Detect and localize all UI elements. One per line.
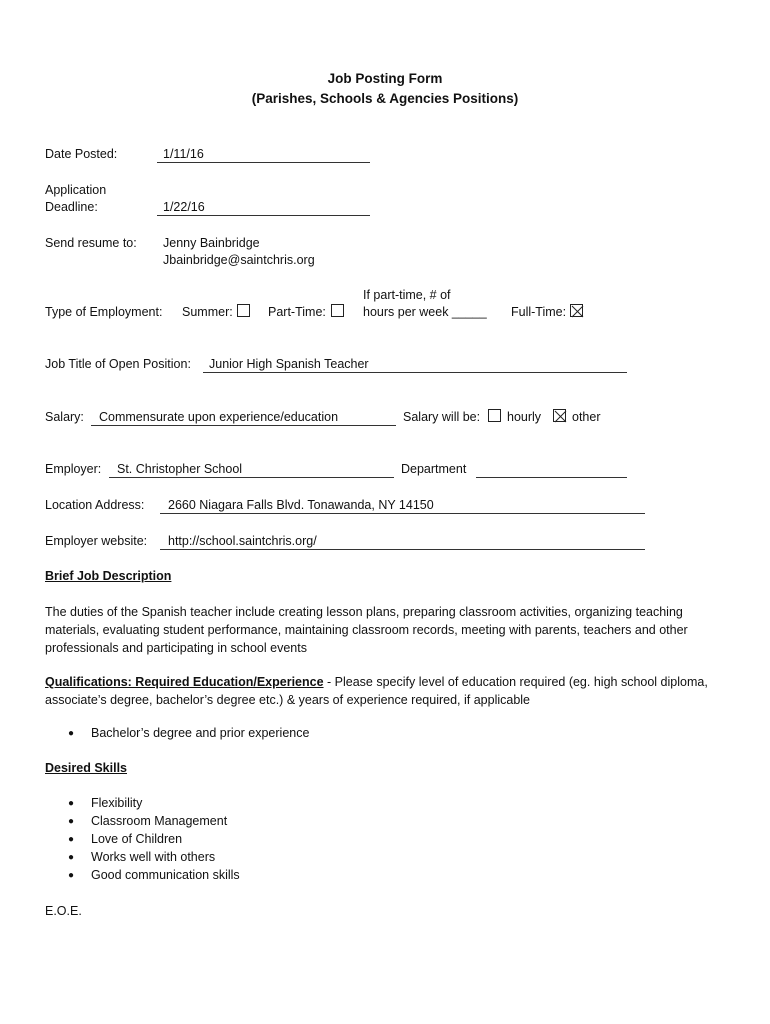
department-label: Department — [401, 462, 467, 476]
deadline-label-line1: Application — [45, 183, 107, 197]
fulltime-label: Full-Time: — [511, 305, 567, 319]
resume-email[interactable]: Jbainbridge@saintchris.org — [163, 253, 315, 267]
job-description-text: The duties of the Spanish teacher include creating lesson plans, preparing classroom activities, organizing teaching materials, evaluating student performance, maintaining classroom records, meeting with parents, teachers and other professionals and participating in school events — [45, 605, 688, 655]
job-title-underline — [203, 372, 627, 373]
bullet-icon: ● — [68, 728, 75, 739]
employment-type-label: Type of Employment: — [45, 305, 163, 319]
hourly-label: hourly — [507, 410, 542, 424]
address-value[interactable]: 2660 Niagara Falls Blvd. Tonawanda, NY 14150 — [168, 498, 434, 512]
hours-label-line2[interactable]: hours per week _____ — [363, 305, 487, 319]
qualifications-block — [45, 673, 725, 709]
job-description-heading: Brief Job Description — [45, 569, 172, 583]
parttime-label: Part-Time: — [268, 305, 326, 319]
eoe-footer: E.O.E. — [45, 904, 82, 918]
resume-label: Send resume to: — [45, 236, 137, 250]
employer-value[interactable]: St. Christopher School — [117, 462, 243, 476]
skill-item: Good communication skills — [91, 868, 240, 882]
website-label: Employer website: — [45, 534, 148, 548]
summer-checkbox[interactable] — [237, 304, 250, 317]
form-subtitle: (Parishes, Schools & Agencies Positions) — [251, 91, 519, 106]
checkmark-x-icon — [571, 305, 584, 318]
form-title: Job Posting Form — [327, 71, 443, 86]
other-checkbox-checked[interactable] — [553, 409, 566, 422]
job-title-label: Job Title of Open Position: — [45, 357, 191, 371]
hours-label-line1: If part-time, # of — [363, 288, 451, 302]
date-posted-label: Date Posted: — [45, 147, 118, 161]
parttime-checkbox[interactable] — [331, 304, 344, 317]
bullet-icon: ● — [68, 834, 75, 845]
salary-will-be-label: Salary will be: — [403, 410, 481, 424]
qualifications-heading: Qualifications: Required Education/Experience — [45, 675, 324, 689]
bullet-icon: ● — [68, 798, 75, 809]
bullet-icon: ● — [68, 852, 75, 863]
date-posted-value[interactable]: 1/11/16 — [163, 147, 204, 161]
website-value[interactable]: http://school.saintchris.org/ — [168, 534, 317, 548]
date-posted-underline — [157, 162, 370, 163]
skill-item: Flexibility — [91, 796, 143, 810]
employer-label: Employer: — [45, 462, 102, 476]
bullet-icon: ● — [68, 870, 75, 881]
skill-item: Love of Children — [91, 832, 183, 846]
deadline-value[interactable]: 1/22/16 — [163, 200, 205, 214]
qualifications-note: - Please specify level of education required (eg. high school diploma, associate’s degree, bachelor’s degree etc.) & years of experience required, if applicable — [45, 675, 708, 707]
deadline-label-line2: Deadline: — [45, 200, 98, 214]
employer-underline — [109, 477, 394, 478]
hourly-checkbox[interactable] — [488, 409, 501, 422]
deadline-underline — [157, 215, 370, 216]
salary-value[interactable]: Commensurate upon experience/education — [99, 410, 339, 424]
bullet-icon: ● — [68, 816, 75, 827]
skill-item: Classroom Management — [91, 814, 228, 828]
website-underline — [160, 549, 645, 550]
desired-skills-heading: Desired Skills — [45, 761, 127, 775]
skill-item: Works well with others — [91, 850, 216, 864]
salary-label: Salary: — [45, 410, 84, 424]
address-underline — [160, 513, 645, 514]
other-label: other — [572, 410, 601, 424]
resume-name[interactable]: Jenny Bainbridge — [163, 236, 260, 250]
fulltime-checkbox-checked[interactable] — [570, 304, 583, 317]
summer-label: Summer: — [182, 305, 233, 319]
job-title-value[interactable]: Junior High Spanish Teacher — [209, 357, 369, 371]
qualification-item: Bachelor’s degree and prior experience — [91, 726, 310, 740]
department-underline — [476, 477, 627, 478]
checkmark-x-icon — [554, 410, 567, 423]
salary-underline — [91, 425, 396, 426]
address-label: Location Address: — [45, 498, 145, 512]
